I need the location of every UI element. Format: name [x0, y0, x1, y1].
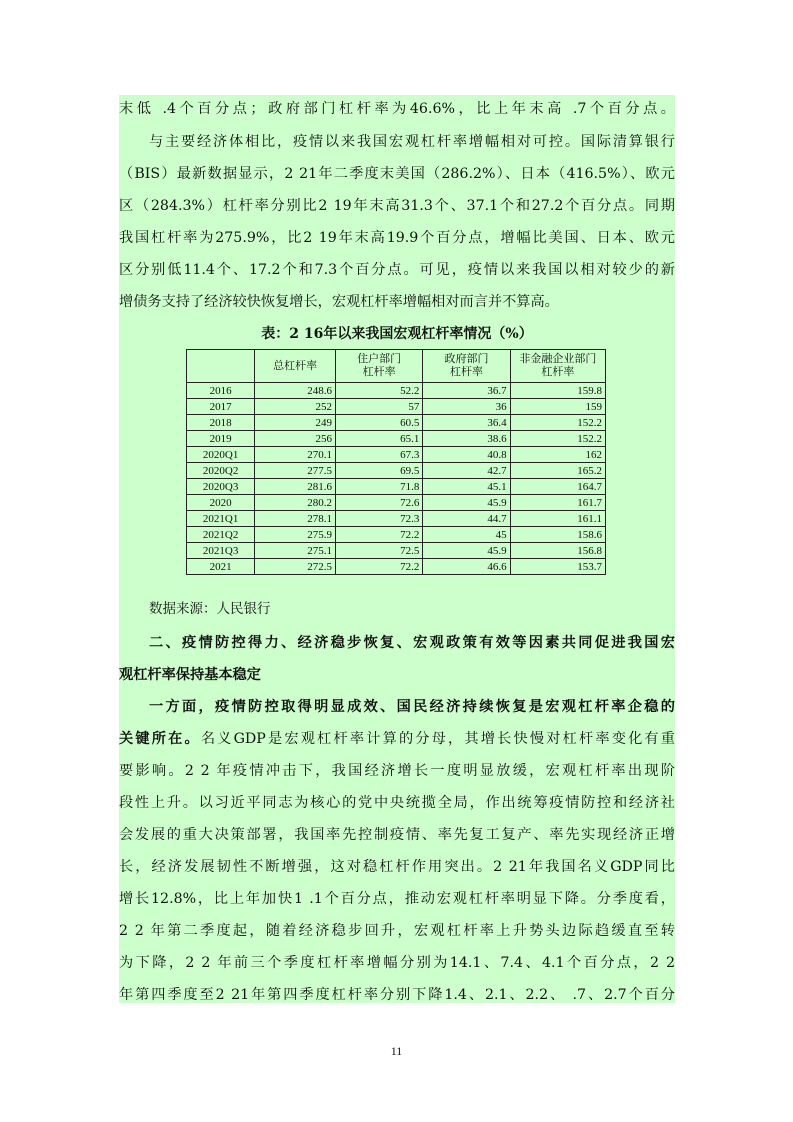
paragraph-line: 2 2 年第二季度起，随着经济稳步回升，宏观杠杆率上升势头边际趋缓直至转	[119, 923, 675, 939]
table-title: 表：2 16年以来我国宏观杠杆率情况（%）	[261, 326, 533, 342]
leverage-table	[186, 349, 606, 575]
paragraph-line: （BIS）最新数据显示，2 21年二季度末美国（286.2%）、日本（416.5%）、欧元	[119, 166, 675, 182]
row-label: 2021Q3	[187, 543, 255, 559]
section-heading-line: 二、疫情防控得力、经济稳步恢复、宏观政策有效等因素共同促进我国宏	[149, 635, 675, 651]
table-cell: 57	[335, 399, 422, 415]
row-label: 2020Q3	[187, 479, 255, 495]
row-label: 2016	[187, 383, 255, 399]
section-heading-line: 观杠杆率保持基本稳定	[119, 667, 261, 683]
table-cell: 275.1	[255, 543, 336, 559]
table-cell: 44.7	[423, 511, 510, 527]
table-cell: 165.2	[510, 463, 605, 479]
page-number: 11	[390, 1044, 403, 1058]
table-row	[187, 479, 606, 495]
table-cell: 152.2	[510, 415, 605, 431]
table-row	[187, 543, 606, 559]
table-row	[187, 431, 606, 447]
table-cell: 162	[510, 447, 605, 463]
table-cell: 248.6	[255, 383, 336, 399]
paragraph-line	[119, 725, 675, 753]
table-cell: 36	[423, 399, 510, 415]
data-source: 数据来源：人民银行	[149, 601, 271, 617]
table-cell: 72.3	[335, 511, 422, 527]
paragraph-line: 年第四季度至2 21年第四季度杠杆率分别下降1.4、2.1、2.2、 .7、2.7个百分	[119, 987, 675, 1003]
table-cell: 161.7	[510, 495, 605, 511]
row-label: 2021Q1	[187, 511, 255, 527]
table-cell: 36.7	[423, 383, 510, 399]
row-label: 2020	[187, 495, 255, 511]
table-header-row	[187, 350, 606, 383]
table-cell: 72.5	[335, 543, 422, 559]
table-row	[187, 559, 606, 575]
paragraph-line: 我国杠杆率为275.9%，比2 19年末高19.9个百分点，增幅比美国、日本、欧元	[119, 230, 675, 246]
table-cell: 45	[423, 527, 510, 543]
table-cell: 256	[255, 431, 336, 447]
table-cell: 42.7	[423, 463, 510, 479]
paragraph-line: 一方面，疫情防控取得明显成效、国民经济持续恢复是宏观杠杆率企稳的	[149, 699, 675, 715]
table-header-corner	[187, 350, 255, 383]
table-row	[187, 415, 606, 431]
table-cell: 278.1	[255, 511, 336, 527]
paragraph-line: 末低 .4个百分点；政府部门杠杆率为46.6%，比上年末高 .7个百分点。	[119, 101, 675, 117]
paragraph-line: 长，经济发展韧性不断增强，这对稳杠杆作用突出。2 21年我国名义GDP同比	[119, 859, 675, 875]
table-cell: 252	[255, 399, 336, 415]
table-row	[187, 511, 606, 527]
row-label: 2019	[187, 431, 255, 447]
table-cell: 277.5	[255, 463, 336, 479]
bold-lead: 关键所在。	[119, 731, 201, 747]
table-header: 总杠杆率	[255, 350, 336, 383]
paragraph-line: 为下降，2 2 年前三个季度杠杆率增幅分别为14.1、7.4、4.1个百分点，2 2	[119, 955, 675, 971]
table-cell: 45.1	[423, 479, 510, 495]
table-cell: 45.9	[423, 495, 510, 511]
table-cell: 164.7	[510, 479, 605, 495]
table-cell: 52.2	[335, 383, 422, 399]
table-header: 非金融企业部门 杠杆率	[510, 350, 605, 383]
table-row	[187, 383, 606, 399]
table-cell: 275.9	[255, 527, 336, 543]
row-label: 2020Q2	[187, 463, 255, 479]
table-cell: 45.9	[423, 543, 510, 559]
table-cell: 153.7	[510, 559, 605, 575]
table-cell: 46.6	[423, 559, 510, 575]
table-cell: 159.8	[510, 383, 605, 399]
paragraph-line: 增债务支持了经济较快恢复增长，宏观杠杆率增幅相对而言并不算高。	[119, 294, 559, 310]
paragraph-line: 区分别低11.4个、17.2个和7.3个百分点。可见，疫情以来我国以相对较少的新	[119, 262, 675, 278]
table-cell: 72.6	[335, 495, 422, 511]
table-cell: 281.6	[255, 479, 336, 495]
table-header: 政府部门 杠杆率	[423, 350, 510, 383]
paragraph-text: 名义GDP是宏观杠杆率计算的分母，其增长快慢对杠杆率变化有重	[200, 731, 675, 747]
paragraph-line: 会发展的重大决策部署，我国率先控制疫情、率先复工复产、率先实现经济正增	[119, 827, 675, 843]
row-label: 2017	[187, 399, 255, 415]
table-cell: 72.2	[335, 559, 422, 575]
table-cell: 152.2	[510, 431, 605, 447]
table-cell: 65.1	[335, 431, 422, 447]
row-label: 2021	[187, 559, 255, 575]
table-cell: 270.1	[255, 447, 336, 463]
paragraph-line: 要影响。2 2 年疫情冲击下，我国经济增长一度明显放缓，宏观杠杆率出现阶	[119, 763, 675, 779]
table-row	[187, 447, 606, 463]
table-row	[187, 495, 606, 511]
table-cell: 272.5	[255, 559, 336, 575]
table-cell: 69.5	[335, 463, 422, 479]
table-cell: 249	[255, 415, 336, 431]
paragraph-line: 与主要经济体相比，疫情以来我国宏观杠杆率增幅相对可控。国际清算银行	[149, 134, 675, 150]
table-header: 住户部门 杠杆率	[335, 350, 422, 383]
paragraph-line: 区（284.3%）杠杆率分别比2 19年末高31.3个、37.1个和27.2个百分点。同期	[119, 198, 675, 214]
table-row	[187, 399, 606, 415]
table-cell: 60.5	[335, 415, 422, 431]
paragraph-line: 段性上升。以习近平同志为核心的党中央统揽全局，作出统筹疫情防控和经济社	[119, 795, 675, 811]
table-row	[187, 527, 606, 543]
table-cell: 36.4	[423, 415, 510, 431]
table-cell: 156.8	[510, 543, 605, 559]
table-cell: 280.2	[255, 495, 336, 511]
table-cell: 40.8	[423, 447, 510, 463]
table-row	[187, 463, 606, 479]
table-cell: 71.8	[335, 479, 422, 495]
row-label: 2018	[187, 415, 255, 431]
table-cell: 161.1	[510, 511, 605, 527]
table-cell: 159	[510, 399, 605, 415]
table-cell: 38.6	[423, 431, 510, 447]
paragraph-line: 增长12.8%，比上年加快1 .1个百分点，推动宏观杠杆率明显下降。分季度看，	[119, 891, 675, 907]
table-cell: 158.6	[510, 527, 605, 543]
table-cell: 67.3	[335, 447, 422, 463]
row-label: 2021Q2	[187, 527, 255, 543]
table-cell: 72.2	[335, 527, 422, 543]
row-label: 2020Q1	[187, 447, 255, 463]
